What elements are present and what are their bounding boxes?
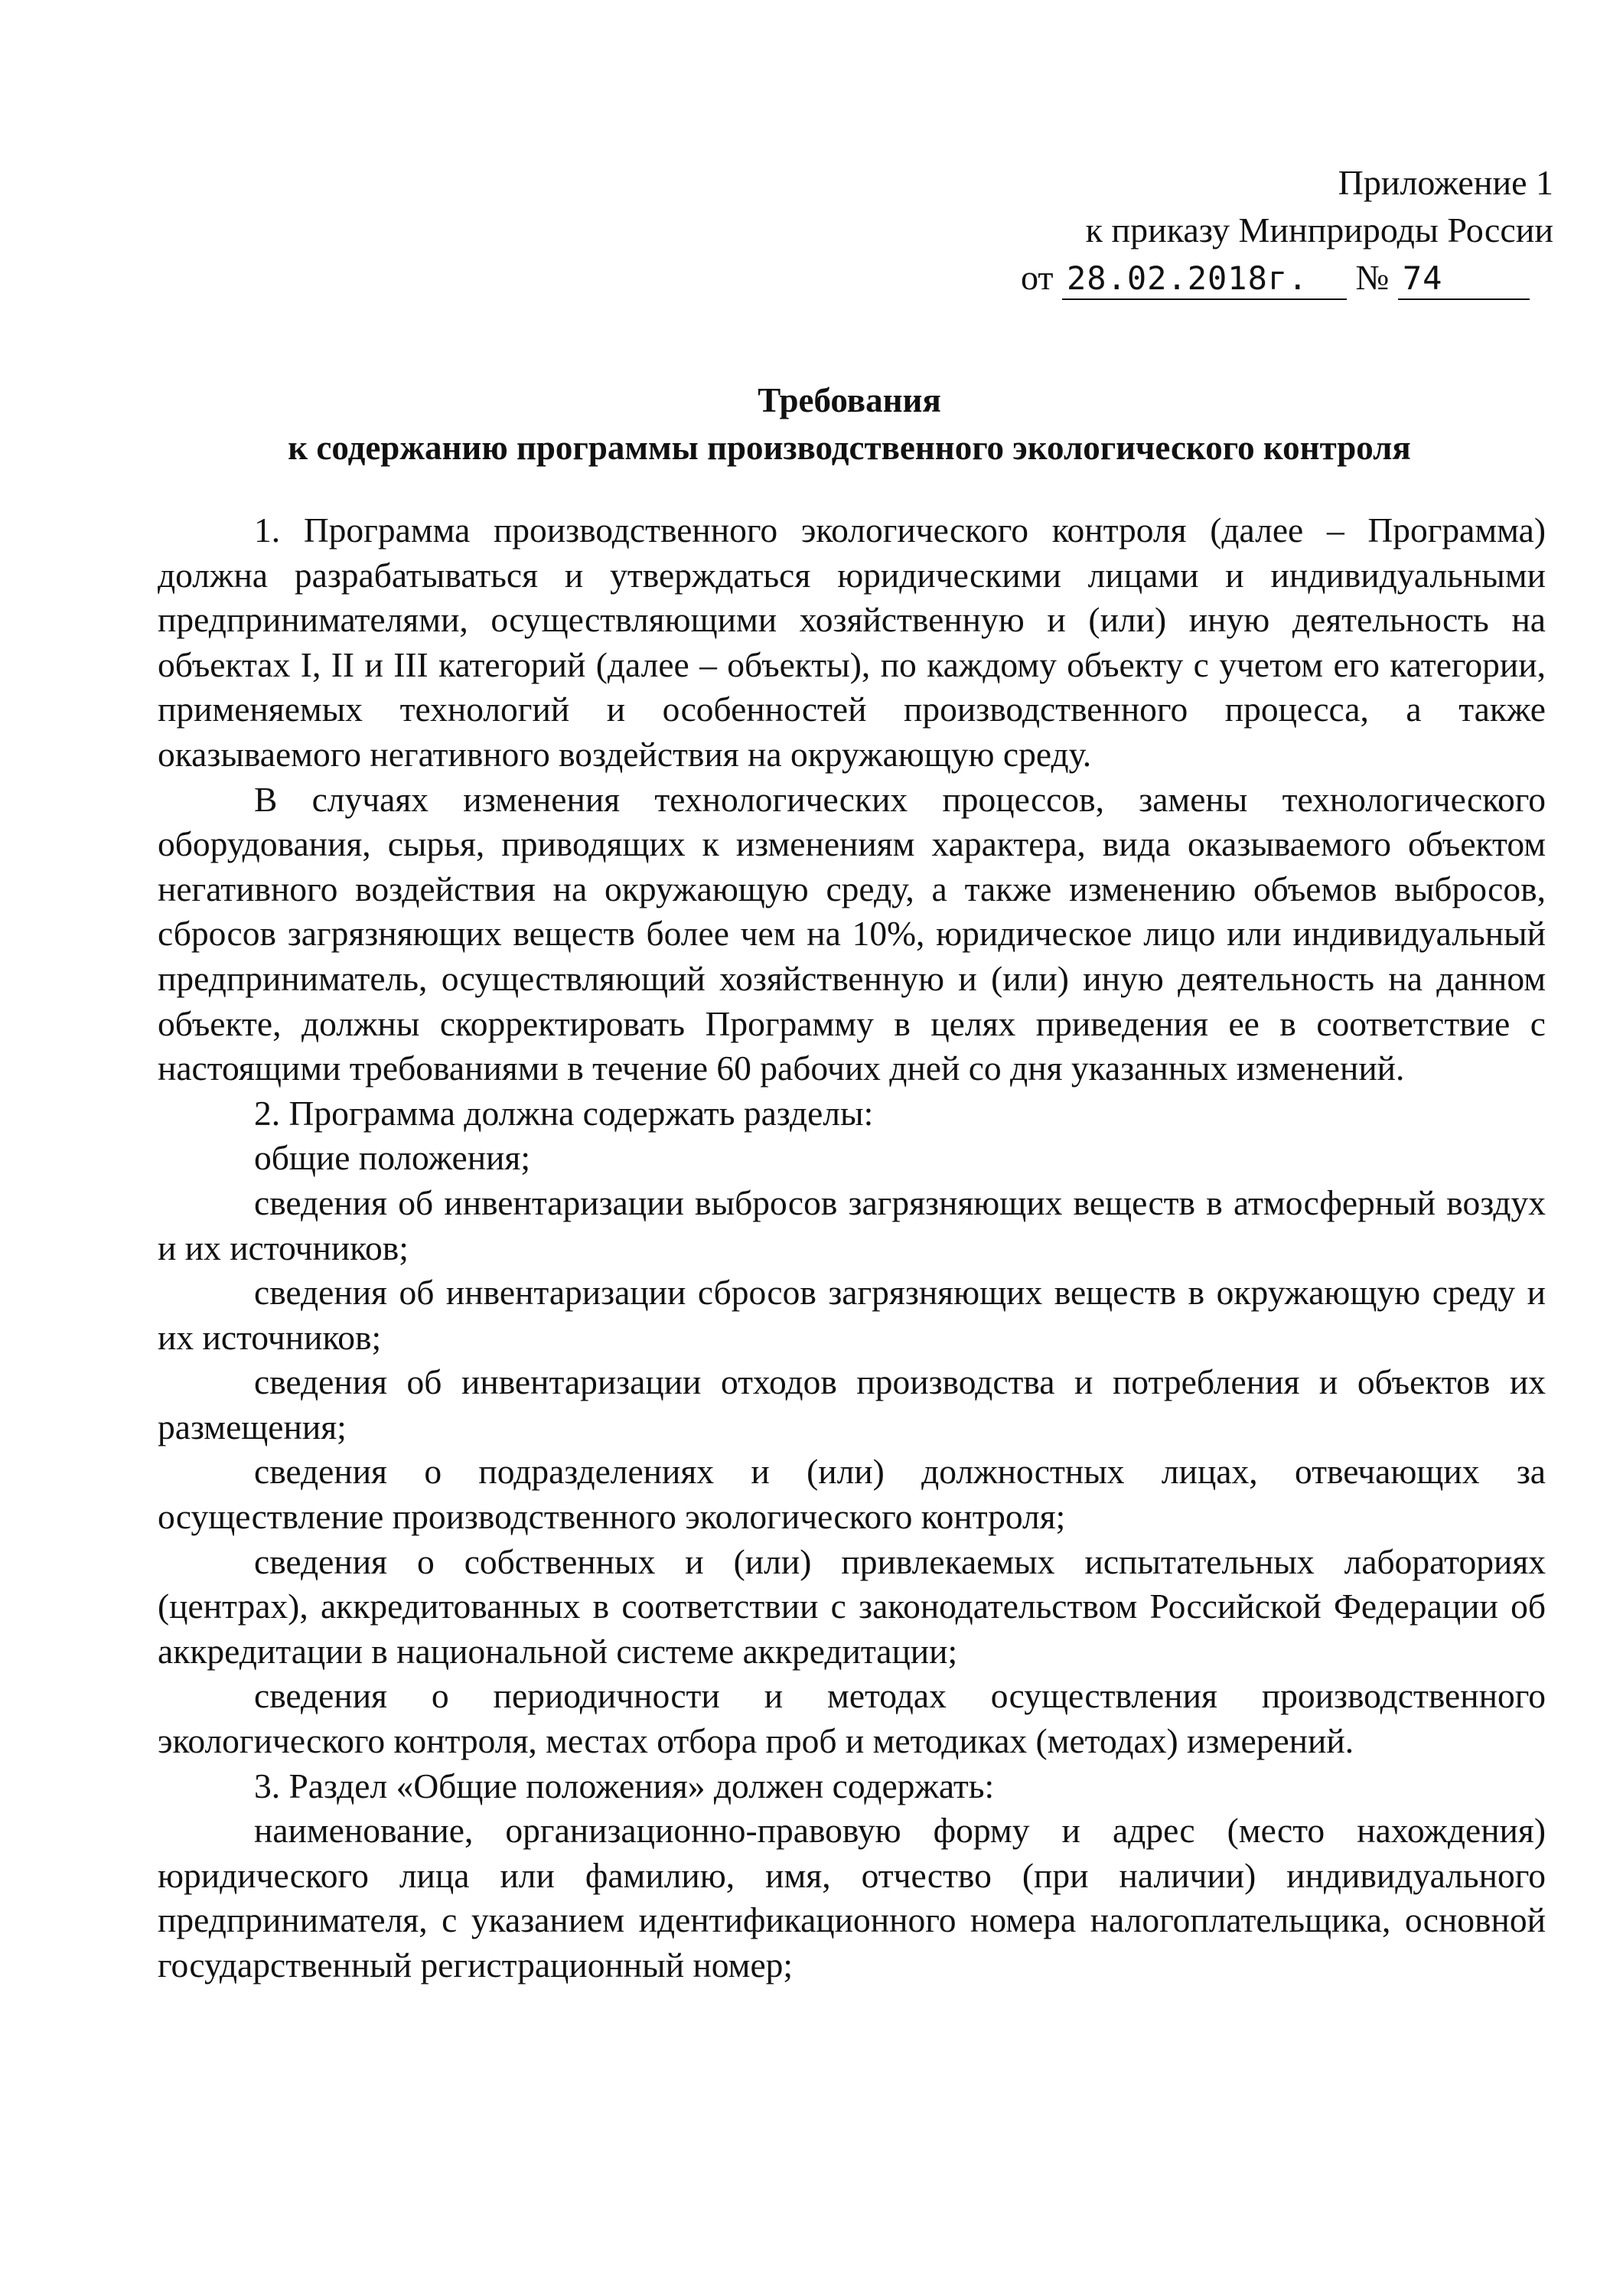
paragraph-6: сведения об инвентаризации сбросов загрязняющих веществ в окружающую среду и их источников; bbox=[158, 1273, 1546, 1357]
title-line-2: к содержанию программы производственного экологического контроля bbox=[288, 429, 1411, 467]
from-label: от bbox=[1021, 258, 1054, 297]
paragraph-10: сведения о периодичности и методах осуществления производственного экологического контроля, местах отбора проб и методиках (методах) измерений. bbox=[158, 1676, 1546, 1761]
order-date-line bbox=[1018, 254, 1553, 302]
order-number: 74 bbox=[1398, 259, 1530, 300]
appendix-header bbox=[1018, 159, 1553, 302]
paragraph-7: сведения об инвентаризации отходов производства и потребления и объектов их размещения; bbox=[158, 1362, 1546, 1446]
order-reference: к приказу Минприроды России bbox=[1085, 210, 1553, 249]
number-label: № bbox=[1355, 258, 1390, 297]
order-date: 28.02.2018г. bbox=[1062, 259, 1347, 300]
paragraph-9: сведения о собственных и (или) привлекаемых испытательных лабораториях (центрах), аккредитованных в соответствии с законодательством Российской Федерации об аккредитации в национальной системе аккредитации; bbox=[158, 1541, 1546, 1671]
paragraph-2: В случаях изменения технологических процессов, замены технологического оборудования, сырья, приводящих к изменениям характера, вида оказываемого объектом негативного воздействия на окружающую среду, а также изменению объемов выбросов, сбросов загрязняющих веществ более чем на 10%, юридическое лицо или индивидуальный предприниматель, осуществляющий хозяйственную и (или) иную деятельность на данном объекте, должны скорректировать Программу в целях приведения ее в соответствие с настоящими требованиями в течение 60 рабочих дней со дня указанных изменений. bbox=[158, 779, 1546, 1088]
paragraph-1: 1. Программа производственного экологического контроля (далее – Программа) должна разрабатываться и утверждаться юридическими лицами и индивидуальными предпринимателями, осуществляющими хозяйственную и (или) иную деятельность на объектах I, II и III категорий (далее – объекты), по каждому объекту с учетом его категории, применяемых технологий и особенностей производственного процесса, а также оказываемого негативного воздействия на окружающую среду. bbox=[158, 510, 1546, 774]
paragraph-8: сведения о подразделениях и (или) должностных лицах, отвечающих за осуществление производственного экологического контроля; bbox=[158, 1452, 1546, 1537]
paragraph-11: 3. Раздел «Общие положения» должен содержать: bbox=[254, 1766, 995, 1805]
document-body bbox=[158, 508, 1546, 1988]
appendix-label: Приложение 1 bbox=[1338, 163, 1553, 202]
title-line-1: Требования bbox=[758, 381, 941, 419]
paragraph-5: сведения об инвентаризации выбросов загрязняющих веществ в атмосферный воздух и их источников; bbox=[158, 1182, 1546, 1267]
paragraph-12: наименование, организационно-правовую форму и адрес (место нахождения) юридического лица или фамилию, имя, отчество (при наличии) индивидуального предпринимателя, с указанием идентификационного номера налогоплательщика, основной государственный регистрационный номер; bbox=[158, 1811, 1546, 1985]
paragraph-4: общие положения; bbox=[254, 1138, 530, 1178]
document-title bbox=[153, 377, 1546, 471]
paragraph-3: 2. Программа должна содержать разделы: bbox=[254, 1093, 874, 1133]
